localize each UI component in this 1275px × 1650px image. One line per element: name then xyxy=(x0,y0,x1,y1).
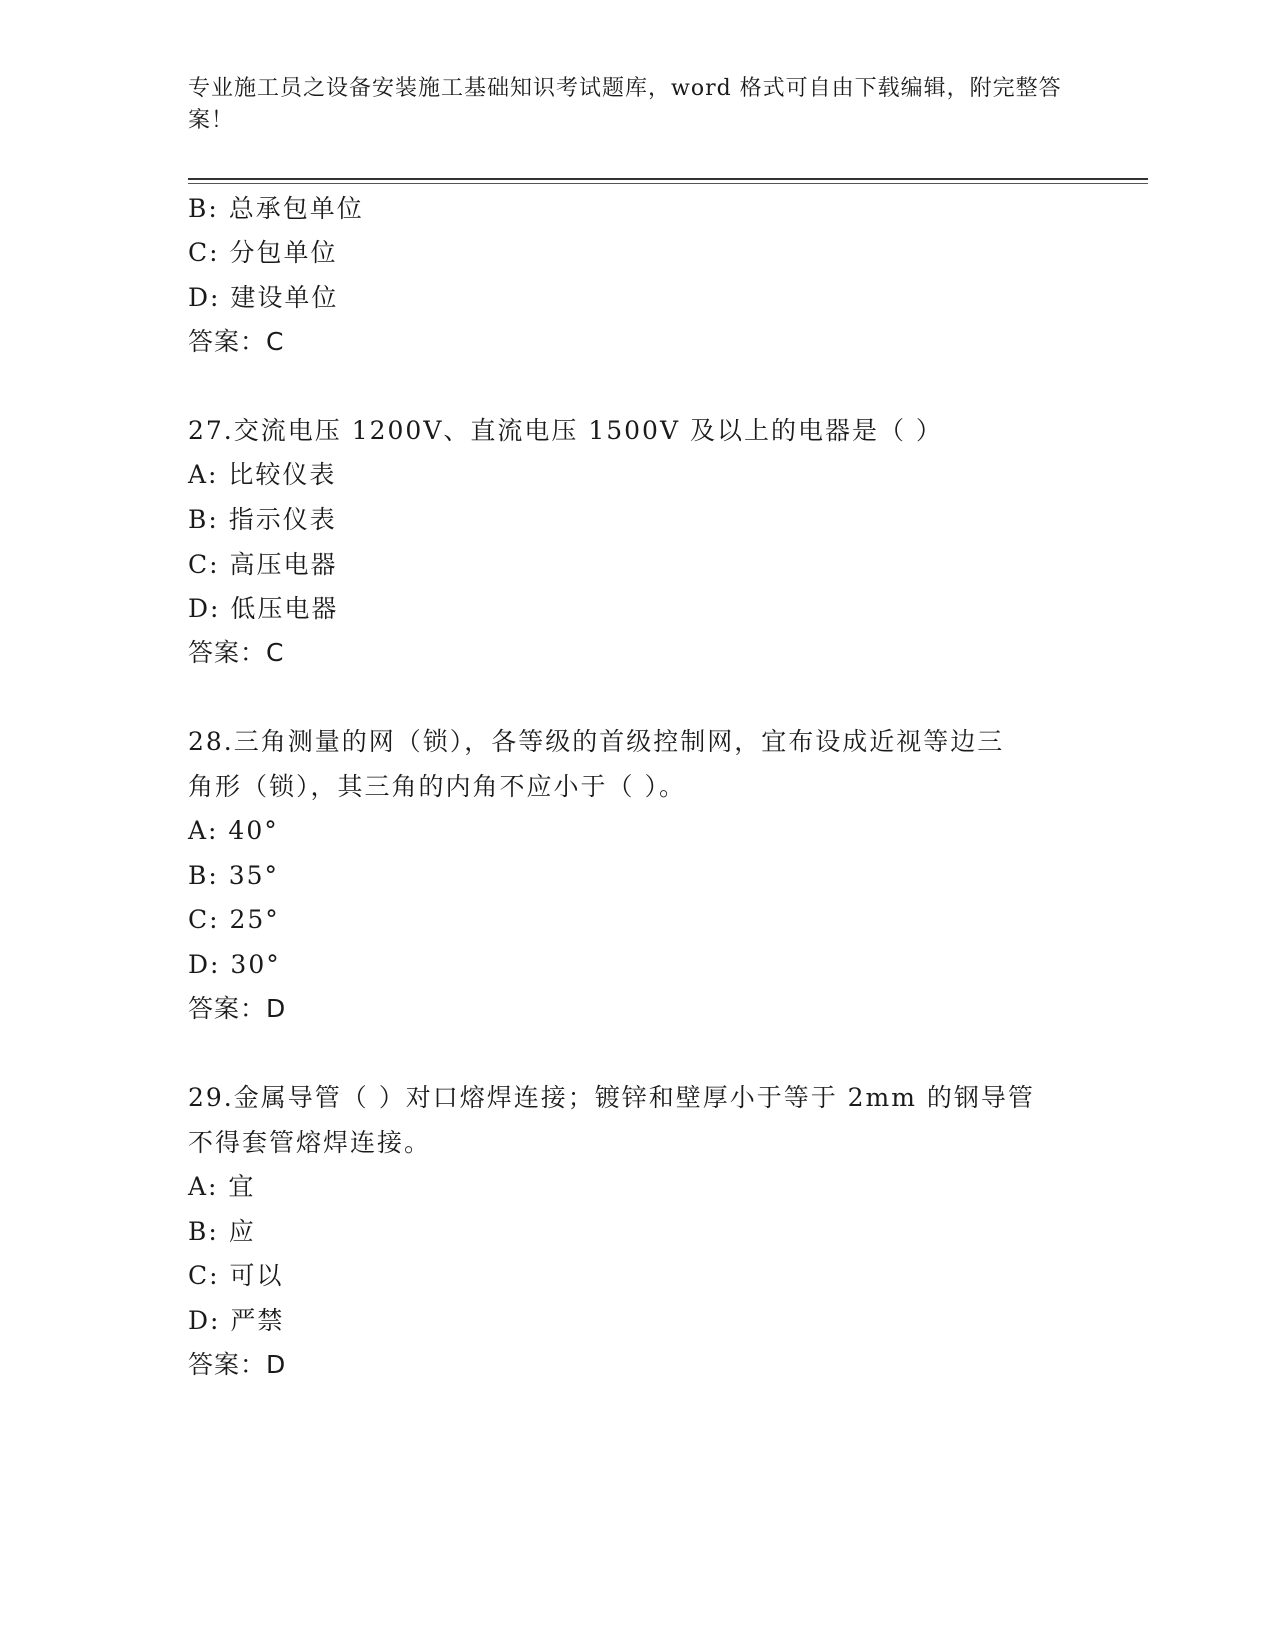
option-b-q28: B: 35° xyxy=(188,861,280,890)
header-rule-thin xyxy=(188,183,1148,184)
option-d-q28: D: 30° xyxy=(188,950,281,979)
option-b-q26: B: 总承包单位 xyxy=(188,194,364,223)
header-rule-thick xyxy=(188,178,1148,180)
option-c-q26: C: 分包单位 xyxy=(188,238,338,267)
option-d-q27: D: 低压电器 xyxy=(188,594,339,623)
document-header: 专业施工员之设备安装施工基础知识考试题库，word 格式可自由下载编辑，附完整答案！ xyxy=(188,76,1062,133)
question-28-line2: 角形（锁），其三角的内角不应小于（ ）。 xyxy=(188,772,686,801)
option-b-q27: B: 指示仪表 xyxy=(188,505,337,534)
question-29-line2: 不得套管熔焊连接。 xyxy=(188,1128,432,1157)
question-28-line1: 28.三角测量的网（锁），各等级的首级控制网，宜布设成近视等边三 xyxy=(188,727,1005,756)
option-c-q28: C: 25° xyxy=(188,905,280,934)
option-a-q29: A: 宜 xyxy=(188,1172,256,1201)
option-d-q26: D: 建设单位 xyxy=(188,283,339,312)
question-29-line1: 29.金属导管（ ）对口熔焊连接；镀锌和壁厚小于等于 2mm 的钢导管 xyxy=(188,1083,1035,1112)
option-a-q28: A: 40° xyxy=(188,816,279,845)
answer-q27: 答案：C xyxy=(188,638,285,667)
option-c-q27: C: 高压电器 xyxy=(188,550,338,579)
option-c-q29: C: 可以 xyxy=(188,1261,284,1290)
option-d-q29: D: 严禁 xyxy=(188,1306,285,1335)
answer-q26: 答案：C xyxy=(188,327,285,356)
answer-q28: 答案：D xyxy=(188,994,287,1023)
answer-q29: 答案：D xyxy=(188,1350,287,1379)
option-a-q27: A: 比较仪表 xyxy=(188,460,337,489)
question-27: 27.交流电压 1200V、直流电压 1500V 及以上的电器是（ ） xyxy=(188,416,943,445)
option-b-q29: B: 应 xyxy=(188,1217,256,1246)
